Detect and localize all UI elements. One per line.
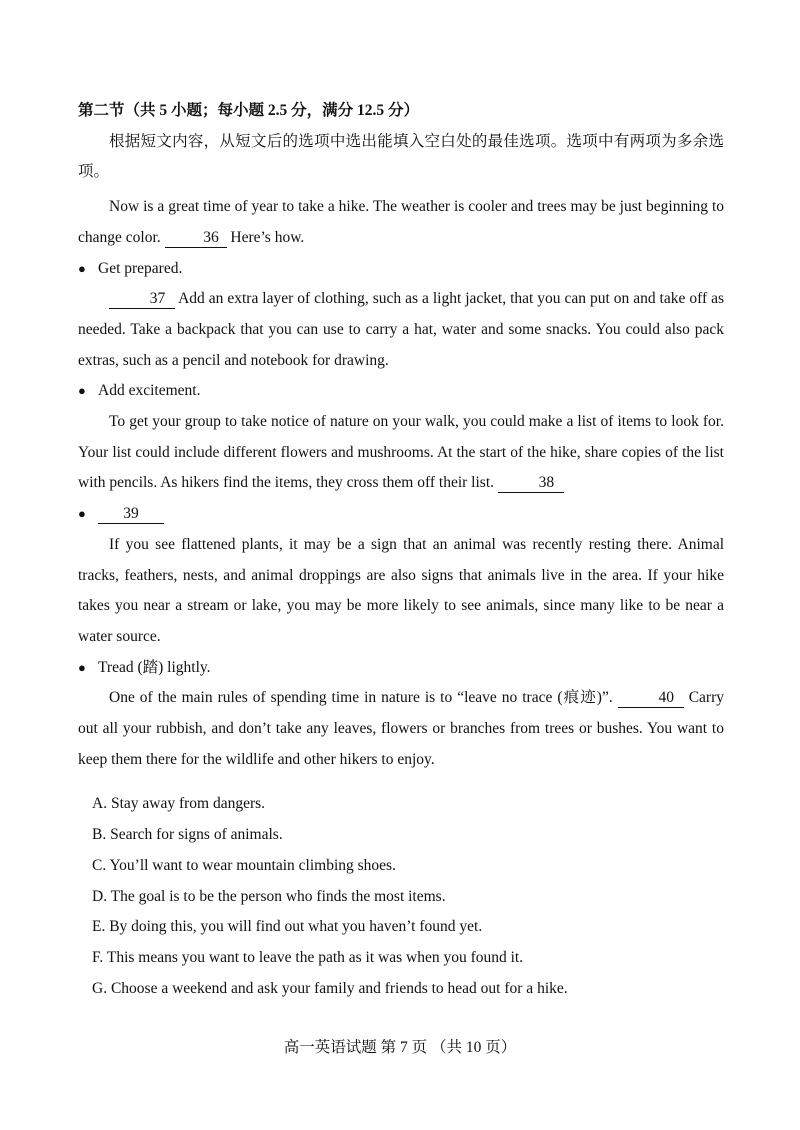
paragraph-tread	[78, 683, 724, 775]
option-b: B. Search for signs of animals.	[92, 826, 283, 844]
option-c: C. You’ll want to wear mountain climbing shoes.	[92, 856, 396, 874]
paragraph-prepared	[78, 284, 724, 376]
paragraph-text: One of the main rules of spending time in nature is to “leave no trace (痕迹)”.	[109, 689, 613, 707]
bullet-dot-icon: ●	[78, 506, 86, 522]
option-d: D. The goal is to be the person who finds the most items.	[92, 887, 446, 905]
bullet-blank-39	[78, 499, 724, 530]
page-footer: 高一英语试题 第 7 页 （共 10 页）	[283, 1039, 517, 1056]
paragraph-text: To get your group to take notice of nature on your walk, you could make a list of items to look for. Your list could include different flowers and mushrooms. At the start of the hike, share copies of the list with pencils. As hikers find the items, they cross them off their list.	[78, 413, 724, 492]
option-e: E. By doing this, you will find out what you haven’t found yet.	[92, 918, 483, 936]
bullet-label: Get prepared.	[98, 259, 183, 277]
bullet-get-prepared	[78, 254, 724, 285]
option-a: A. Stay away from dangers.	[92, 795, 266, 813]
paragraph-animals	[78, 530, 724, 653]
paragraph-excitement	[78, 407, 724, 499]
paragraph-text: Add an extra layer of clothing, such as a light jacket, that you can put on and take off as needed. Take a backpack that you can use to carry a hat, water and some snacks. You could also pack extras, such as a pencil and notebook for drawing.	[78, 290, 724, 369]
paragraph-text: If you see flattened plants, it may be a sign that an animal was recently resting there. Animal tracks, feathers, nests, and animal droppings are also signs that animals live in the area. If your hike takes you near a stream or lake, you may be more likely to see animals, since many like to be near a water source.	[78, 535, 724, 645]
bullet-label: Add excitement.	[98, 382, 201, 400]
blank-36: 36	[165, 228, 227, 248]
section-heading: 第二节（共 5 小题；每小题 2.5 分，满分 12.5 分）	[78, 102, 420, 119]
passage-intro	[78, 192, 724, 253]
intro-tail: Here’s how.	[230, 228, 305, 246]
bullet-dot-icon: ●	[78, 260, 86, 276]
bullet-label: Tread (踏) lightly.	[98, 658, 211, 676]
document-body	[78, 96, 724, 1004]
paragraph-tail: Carry out all your rubbish, and don’t take any leaves, flowers or branches from trees or bushes. You want to keep them there for the wildlife and other hikers to enjoy.	[78, 689, 724, 768]
bullet-dot-icon: ●	[78, 383, 86, 399]
blank-37: 37	[109, 289, 175, 309]
bullet-add-excitement	[78, 376, 724, 407]
options-list	[78, 789, 724, 1004]
option-f: F. This means you want to leave the path as it was when you found it.	[92, 948, 524, 966]
blank-40: 40	[618, 688, 684, 708]
option-g: G. Choose a weekend and ask your family and friends to head out for a hike.	[92, 979, 568, 997]
intro-text: Now is a great time of year to take a hike. The weather is cooler and trees may be just beginning to change color.	[78, 198, 724, 246]
blank-38: 38	[498, 473, 564, 493]
bullet-dot-icon: ●	[78, 659, 86, 675]
bullet-tread-lightly	[78, 653, 724, 684]
section-instructions: 根据短文内容，从短文后的选项中选出能填入空白处的最佳选项。选项中有两项为多余选项。	[78, 132, 724, 181]
blank-39: 39	[98, 504, 164, 524]
